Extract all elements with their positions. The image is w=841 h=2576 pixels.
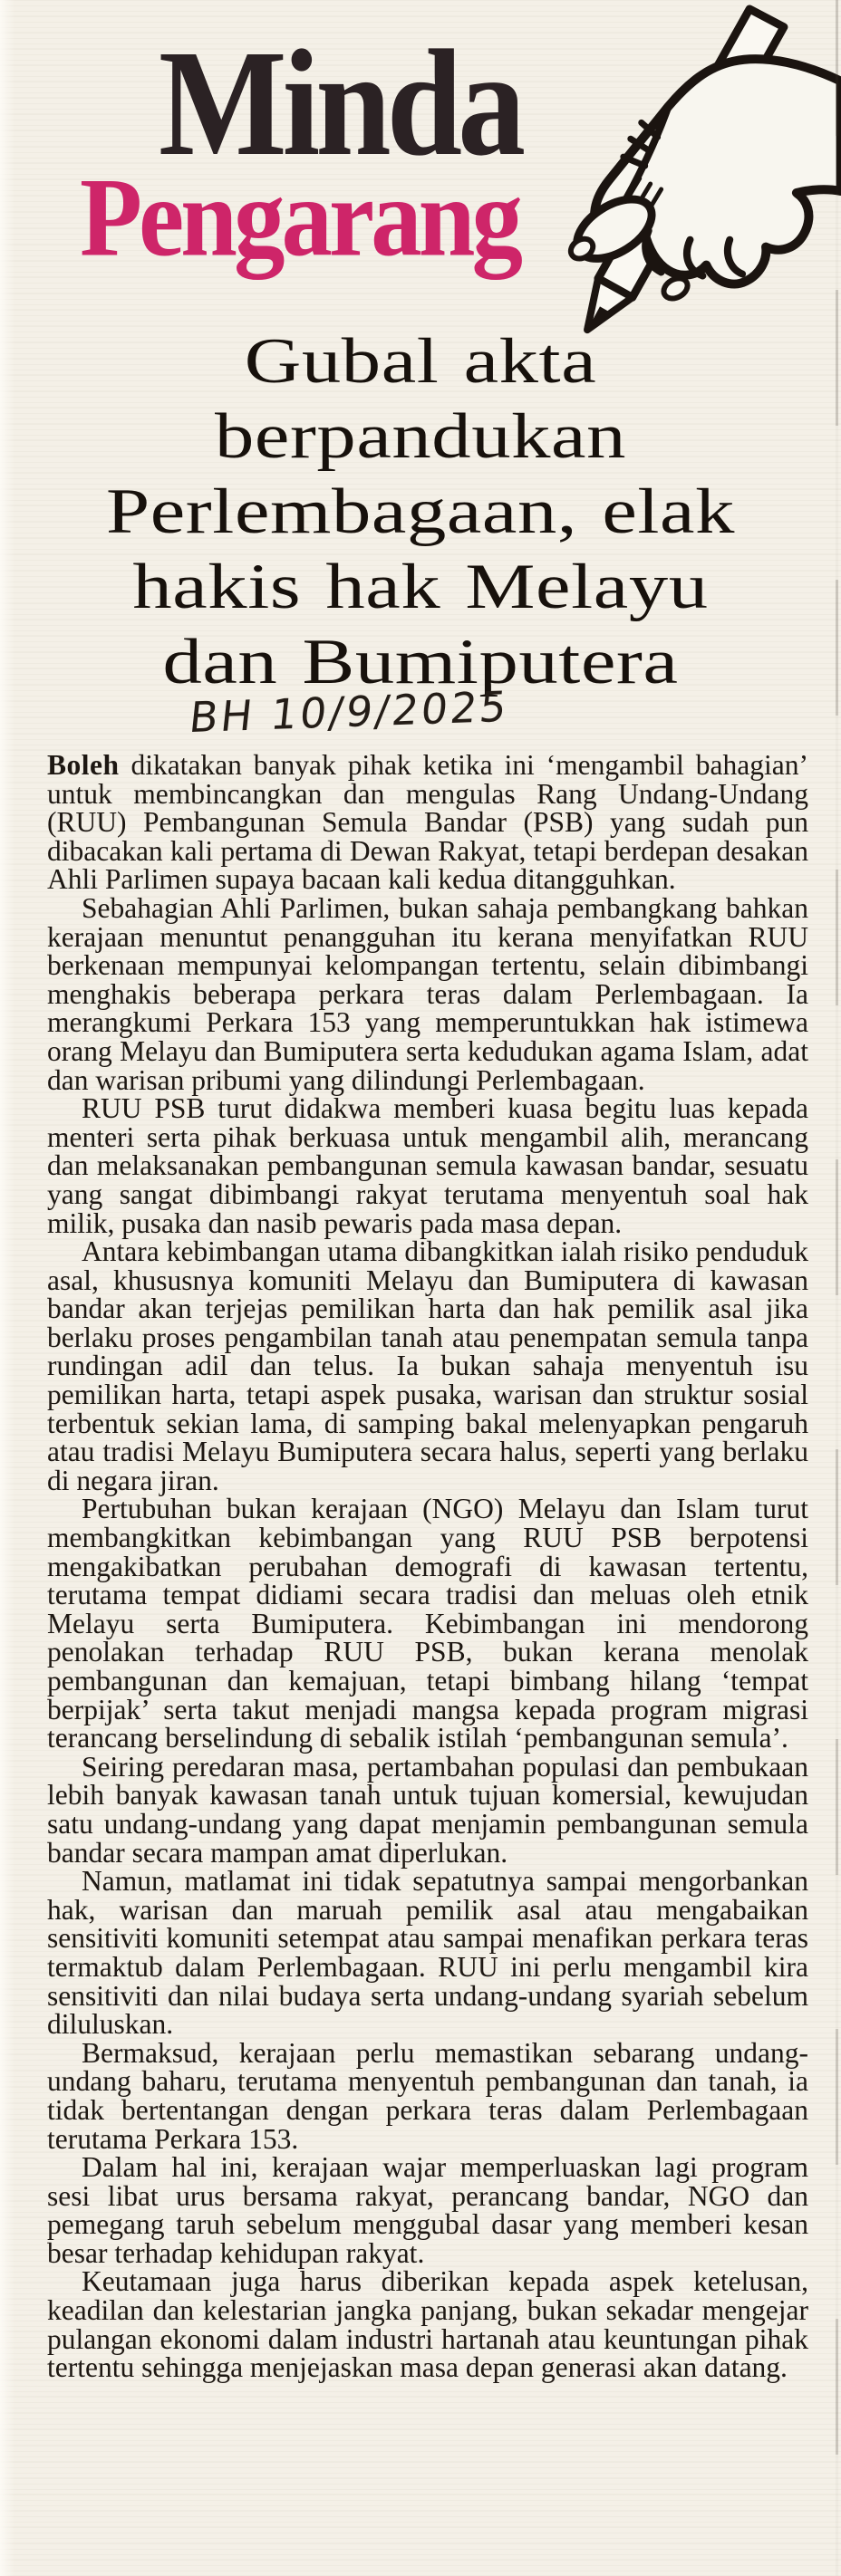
- headline: [0, 324, 841, 700]
- article-paragraph: Keutamaan juga harus diberikan kepada aspek ketelusan, keadilan dan kelestarian jangka panjang, bukan sekadar mengejar pulangan ekonomi dalam industri hartanah atau keuntungan pihak tertentu sehingga menjejaskan masa depan generasi akan datang.: [47, 2265, 808, 2384]
- lead-word: Boleh: [47, 749, 120, 781]
- hand-writing-pen-icon: [522, 4, 841, 364]
- headline-line: hakis hak Melayu: [132, 552, 709, 622]
- article-paragraph: Seiring peredaran masa, pertambahan populasi dan pembukaan lebih banyak kawasan tanah untuk tujuan komersial, kewujudan satu undang-undang yang dapat menjamin pembangunan semula bandar secara mampan amat diperlukan.: [47, 1750, 808, 1869]
- article-body: [0, 751, 841, 2382]
- handwritten-date-annotation: BH 10/9/2025: [187, 681, 512, 743]
- headline-line: dan Bumiputera: [162, 627, 679, 697]
- article-paragraph: RUU PSB turut didakwa memberi kuasa begitu luas kepada menteri serta pihak berkuasa untuk mengambil alih, merancang dan melaksanakan pembangunan semula kawasan bandar, sesuatu yang sangat dibimbangi rakyat terutama menyentuh soal hak milik, pusaka dan nasib pewaris pada masa depan.: [47, 1092, 808, 1239]
- paragraph-list: [47, 891, 808, 2384]
- lead-paragraph-text: dikatakan banyak pihak ketika ini ‘mengambil bahagian’ untuk membincangkan dan mengulas Rang Undang-Undang (RUU) Pembangunan Semula Bandar (PSB) yang sudah pun dibacakan kali pertama di Dewan Rakyat, tetapi berdepan desakan Ahli Parlimen supaya bacaan kali kedua ditangguhkan.: [47, 749, 808, 896]
- article-paragraph: Namun, matlamat ini tidak sepatutnya sampai mengorbankan hak, warisan dan maruah pemilik asal atau mengabaikan sensitiviti komuniti setempat atau sampai menafikan perkara teras termaktub dalam Perlembagaan. RUU ini perlu mengambil kira sensitiviti dan nilai budaya serta undang-undang syariah sebelum diluluskan.: [47, 1865, 808, 2041]
- masthead-title-minda: Minda: [159, 19, 522, 187]
- headline-line: Perlembagaan, elak: [105, 476, 736, 547]
- article-paragraph: Bermaksud, kerajaan perlu memastikan sebarang undang-undang baharu, terutama menyentuh pembangunan dan tanah, ia tidak bertentangan dengan perkara teras dalam Perlembagaan terutama Perkara 153.: [47, 2036, 808, 2155]
- headline-line: berpandukan: [214, 401, 627, 472]
- masthead-title-pengarang: Pengarang: [80, 155, 520, 280]
- article-paragraph: Antara kebimbangan utama dibangkitkan ialah risiko penduduk asal, khususnya komuniti Melayu dan Bumiputera di kawasan bandar akan terjejas pemilikan harta dan hak pemilik asal jika berlaku proses pengambilan tanah atau penempatan semula tanpa rundingan adil dan telus. Ia bukan sahaja menyentuh isu pemilikan harta, tetapi aspek pusaka, warisan dan struktur sosial terbentuk sekian lama, di samping bakal melenyapkan pengaruh atau tradisi Melayu Bumiputera secara halus, seperti yang berlaku di negara jiran.: [47, 1235, 808, 1496]
- article-paragraph: [47, 751, 808, 894]
- article-paragraph: Sebahagian Ahli Parlimen, bukan sahaja pembangkang bahkan kerajaan menuntut penangguhan itu kerana menyifatkan RUU berkenaan mempunyai kelompangan tertentu, selain dibimbangi menghakis beberapa perkara teras dalam Perlembagaan. Ia merangkumi Perkara 153 yang memperuntukkan hak istimewa orang Melayu dan Bumiputera serta kedudukan agama Islam, adat dan warisan pribumi yang dilindungi Perlembagaan.: [47, 891, 808, 1096]
- article-paragraph: Dalam hal ini, kerajaan wajar memperluaskan lagi program sesi libat urus bersama rakyat, perancang bandar, NGO dan pemegang taruh sebelum menggubal dasar yang memberi kesan besar terhadap kehidupan rakyat.: [47, 2151, 808, 2269]
- masthead: [0, 0, 841, 306]
- article-paragraph: Pertubuhan bukan kerajaan (NGO) Melayu dan Islam turut membangkitkan kebimbangan yang RUU PSB berpotensi mengakibatkan perubahan demografi di kawasan tertentu, terutama tempat didiami secara tradisi dan meluas oleh etnik Melayu serta Bumiputera. Kebimbangan ini mendorong penolakan terhadap RUU PSB, bukan kerana menolak pembangunan dan kemajuan, tetapi bimbang hilang ‘tempat berpijak’ serta takut menjadi mangsa kepada program migrasi terancang berselindung di sebalik istilah ‘pembangunan semula’.: [47, 1493, 808, 1754]
- headline-line: Gubal akta: [244, 326, 597, 397]
